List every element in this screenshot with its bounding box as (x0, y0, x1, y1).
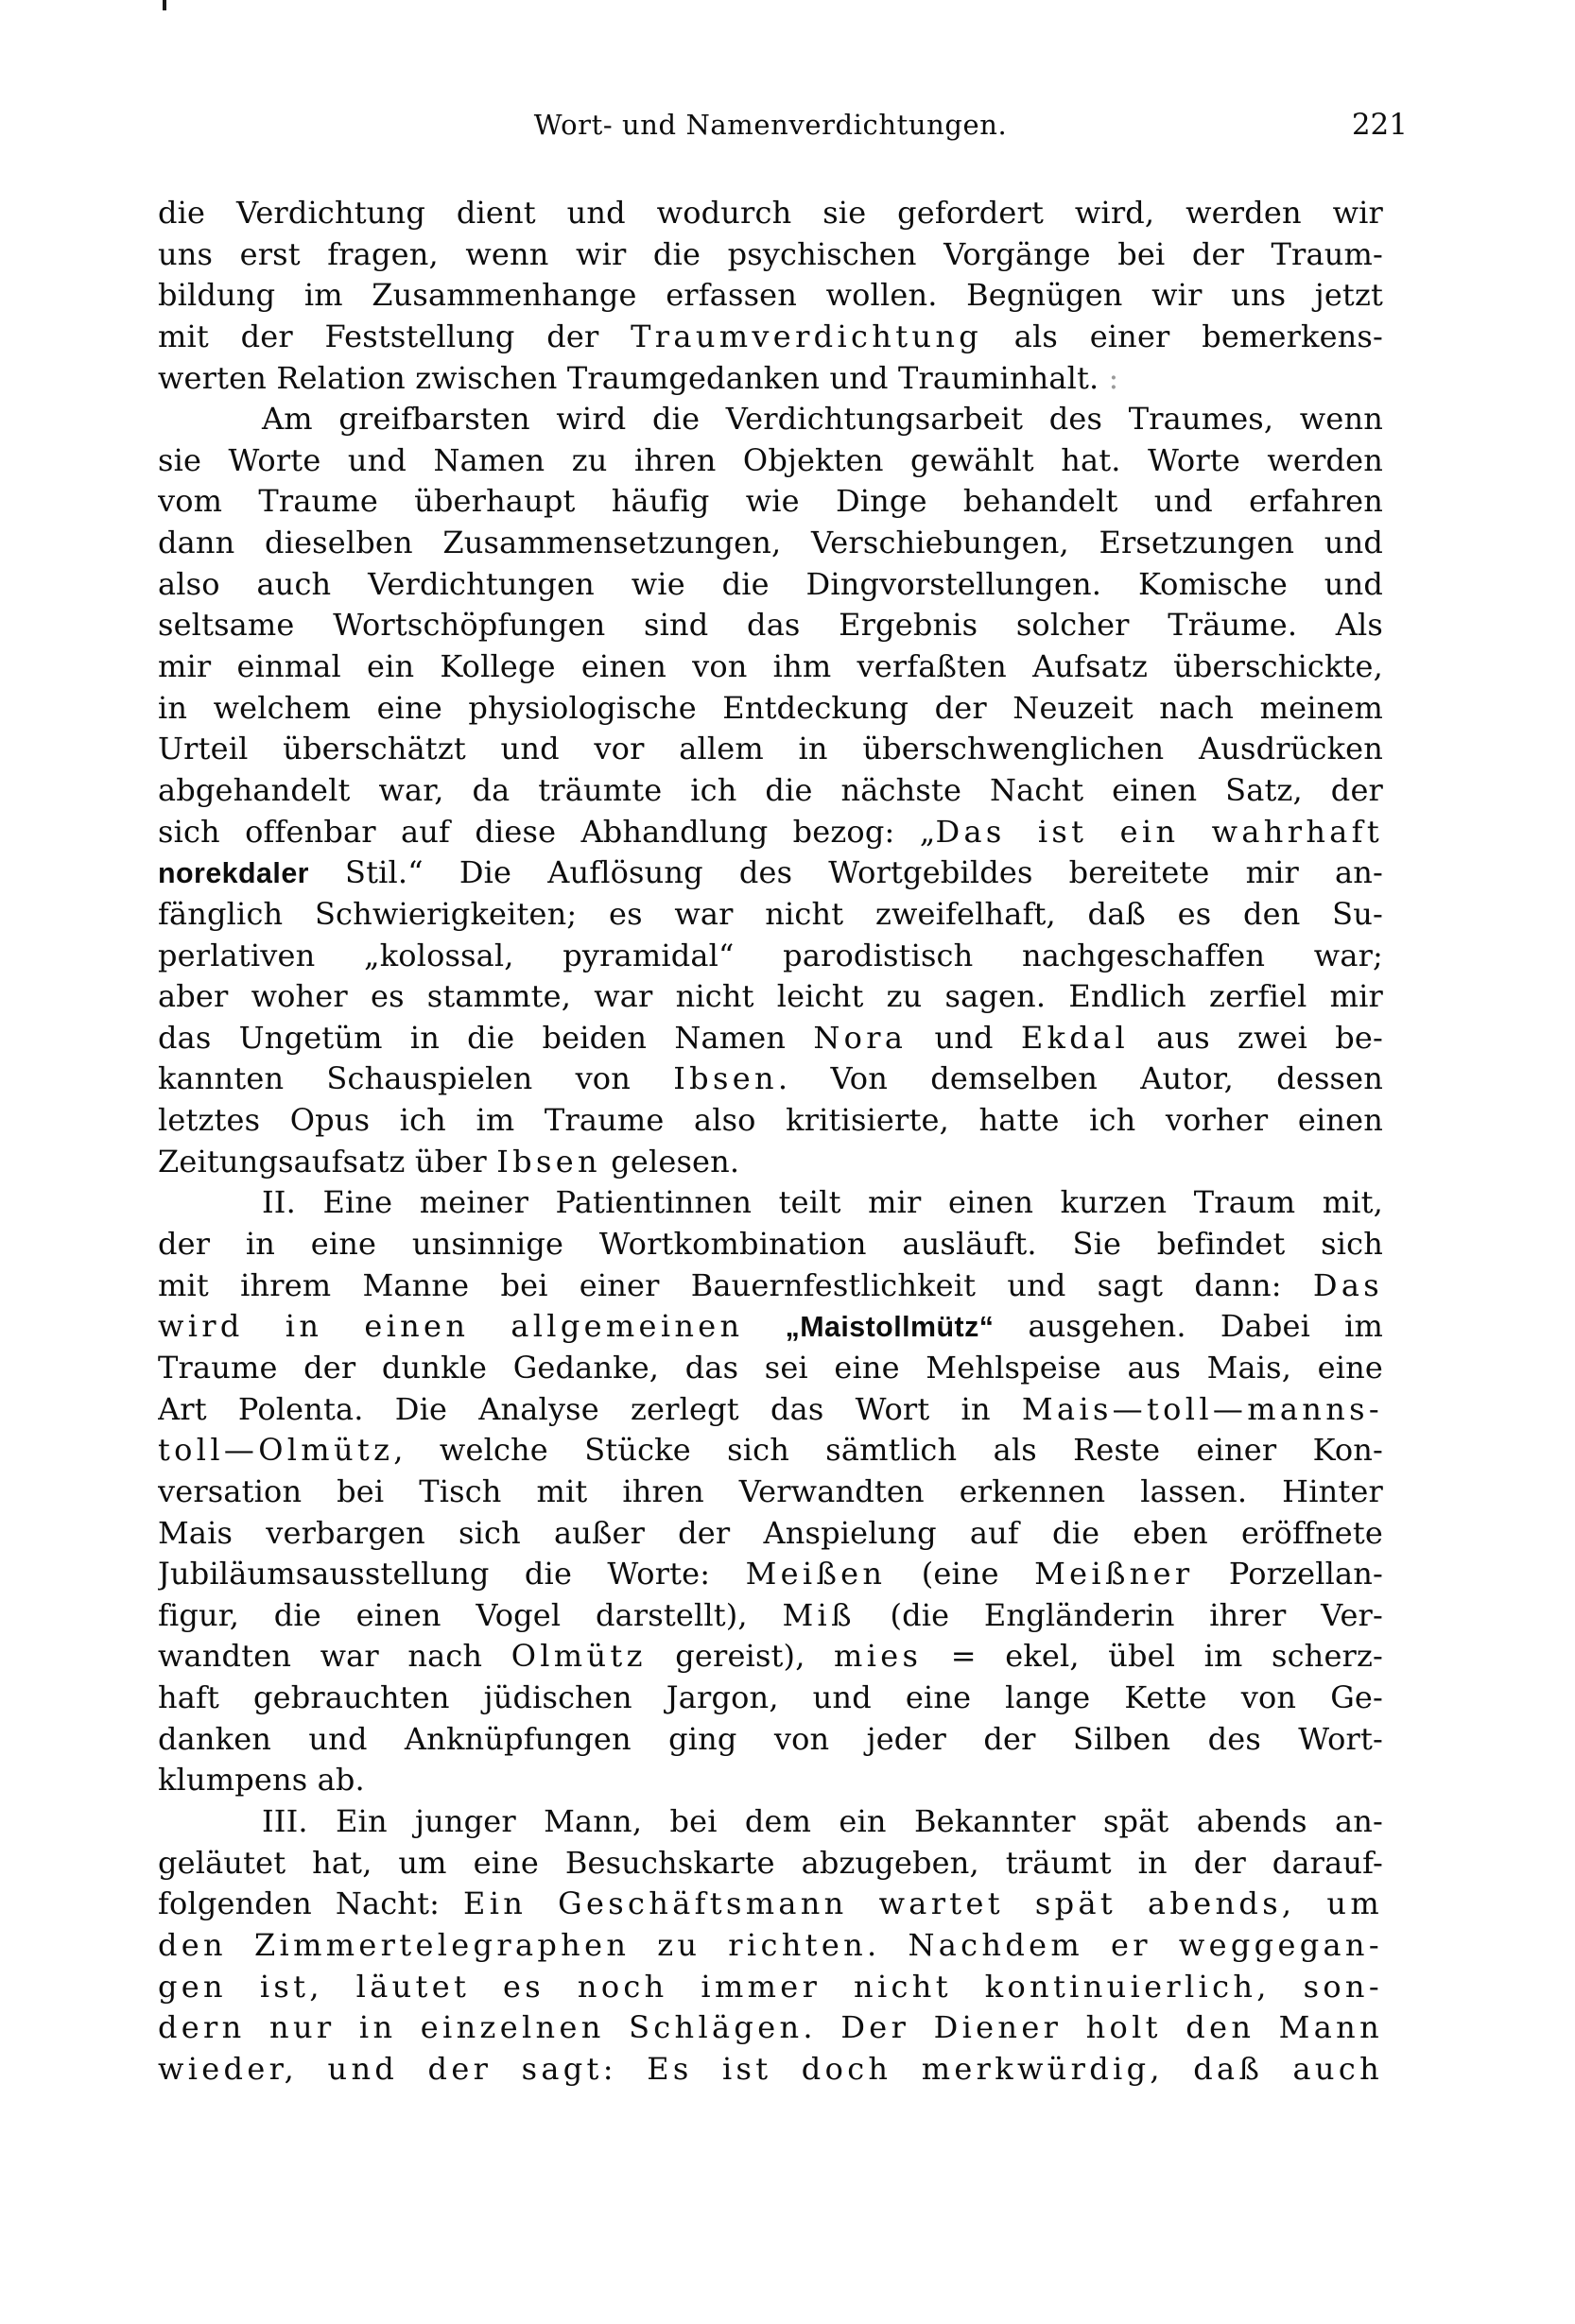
text-line (158, 1100, 1383, 1142)
text-line (158, 1595, 1383, 1637)
text-line (158, 894, 1383, 936)
text-run: figur, die einen Vogel darstellt), (158, 1596, 783, 1633)
text-run: fänglich Schwierigkeiten; es war nicht zweifelhaft, daß es den Su- (158, 895, 1383, 932)
text-run: uns erst fragen, wenn wir die psychischen Vorgänge bei der Traum- (158, 235, 1383, 272)
text-run: geläutet hat, um eine Besuchskarte abzugeben, träumt in der darauf- (158, 1844, 1383, 1881)
letterspaced-run: Traumverdichtung (631, 318, 983, 354)
text-run: Urteil überschätzt und vor allem in überschwenglichen Ausdrücken (158, 731, 1383, 767)
text-run: kannten Schauspielen von (158, 1060, 674, 1097)
letterspaced-run: Es ist doch merkwürdig, daß auch (647, 2050, 1383, 2087)
text-line (158, 1843, 1383, 1885)
text-run: . Von demselben Autor, dessen (777, 1060, 1383, 1097)
text-line (158, 976, 1383, 1018)
letterspaced-run: Olmütz (511, 1638, 647, 1675)
text-line (158, 2007, 1383, 2049)
text-line (158, 1430, 1383, 1472)
text-line (158, 1719, 1383, 1761)
running-header (158, 106, 1408, 144)
text-line (158, 1348, 1383, 1389)
text-line (158, 812, 1383, 853)
text-line (158, 1513, 1383, 1555)
page-number: 221 (1351, 108, 1408, 142)
text-run: dann dieselben Zusammensetzungen, Verschiebungen, Ersetzungen und (158, 525, 1383, 561)
text-run: letztes Opus ich im Traume also kritisierte, hatte ich vorher einen (158, 1102, 1383, 1139)
text-line (158, 688, 1383, 730)
bold-run: „Maistollmütz“ (785, 1311, 995, 1344)
text-run: und (907, 1019, 1021, 1056)
text-line (158, 1224, 1383, 1265)
text-run: seltsame Wortschöpfungen sind das Ergebnis solcher Träume. Als (158, 607, 1383, 644)
text-run: perlativen „kolossal, pyramidal“ parodistisch nachgeschaffen war; (158, 937, 1383, 973)
text-run: gelesen. (600, 1143, 740, 1179)
text-run: Stil.“ Die Auflösung des Wortgebildes bereitete mir an- (308, 854, 1383, 891)
text-line (158, 1925, 1383, 1967)
text-run: sich offenbar auf diese Abhandlung bezog: „ (158, 813, 936, 850)
text-run: wandten war nach (158, 1638, 511, 1675)
text-line (158, 729, 1383, 770)
bold-run: norekdaler (158, 857, 309, 890)
text-line (158, 440, 1383, 482)
letterspaced-run: Ein Geschäftsmann wartet spät abends, um (463, 1885, 1383, 1922)
letterspaced-run: Der Diener holt den Mann (816, 2009, 1383, 2046)
text-line (158, 1967, 1383, 2008)
text-run: sie Worte und Namen zu ihren Objekten gewählt hat. Worte werden (158, 441, 1383, 478)
text-line (158, 852, 1383, 894)
text-line (158, 1636, 1383, 1678)
letterspaced-run: dern nur in einzelnen Schlägen. (158, 2009, 817, 2046)
text-run: mit der Feststellung der (158, 318, 632, 354)
text-run: Jubiläumsausstellung die Worte: (158, 1556, 746, 1592)
letterspaced-run: Nora (813, 1019, 908, 1056)
letterspaced-run: Das ist ein wahrhaft (935, 813, 1383, 850)
text-line (158, 275, 1383, 317)
text-run: Porzellan- (1193, 1556, 1383, 1592)
letterspaced-run: Das (1312, 1266, 1383, 1303)
text-line (158, 1306, 1383, 1348)
text-run: aber woher es stammte, war nicht leicht zu sagen. Endlich zerfiel mir (158, 978, 1383, 1015)
text-run: , welche Stücke sich sämtlich als Reste einer Kon- (393, 1432, 1383, 1469)
text-run: als einer bemerkens- (982, 318, 1383, 354)
text-run: danken und Anknüpfungen ging von jeder der Silben des Wort- (158, 1720, 1383, 1757)
text-run: Art Polenta. Die Analyse zerlegt das Wort in (158, 1390, 1022, 1427)
text-line (158, 358, 1383, 400)
text-run: (die Engländerin ihrer Ver- (855, 1596, 1383, 1633)
text-line (158, 1884, 1383, 1925)
text-run: Am greifbarsten wird die Verdichtungsarbeit des Traumes, wenn (262, 401, 1383, 438)
text-run: mir einmal ein Kollege einen von ihm verfaßten Aufsatz überschickte, (158, 648, 1383, 685)
text-run: versation bei Tisch mit ihren Verwandten erkennen lassen. Hinter (158, 1472, 1383, 1509)
text-line (158, 1472, 1383, 1513)
text-run: folgenden Nacht: (158, 1885, 464, 1922)
text-run: das Ungetüm in die beiden Namen (158, 1019, 814, 1056)
text-line (158, 1265, 1383, 1307)
text-run: werten Relation zwischen Traumgedanken und Trauminhalt. (158, 359, 1099, 396)
text-line (158, 2049, 1383, 2091)
text-line (158, 193, 1383, 234)
text-line (158, 234, 1383, 276)
text-line (158, 481, 1383, 523)
text-run: die Verdichtung dient und wodurch sie gefordert wird, werden wir (158, 195, 1383, 231)
letterspaced-run: den Zimmertelegraphen zu richten. Nachdem er weggegan- (158, 1926, 1383, 1963)
text-line (158, 317, 1383, 358)
letterspaced-run: Mais—toll—manns- (1021, 1390, 1383, 1427)
running-title: Wort- und Namenverdichtungen. (533, 109, 1008, 141)
text-run: ausgehen. Dabei im (994, 1308, 1383, 1345)
letterspaced-run: Ekdal (1020, 1019, 1130, 1056)
text-line (158, 1389, 1383, 1431)
text-line (158, 1182, 1383, 1224)
scan-speck (163, 0, 166, 10)
text-run: mit ihrem Manne bei einer Bauernfestlichkeit und sagt dann: (158, 1266, 1313, 1303)
text-run: haft gebrauchten jüdischen Jargon, und eine lange Kette von Ge- (158, 1679, 1383, 1716)
letterspaced-run: Ibsen (496, 1143, 601, 1179)
text-line (158, 399, 1383, 440)
text-run: in welchem eine physiologische Entdeckung der Neuzeit nach meinem (158, 689, 1383, 726)
text-run: = ekel, übel im scherz- (922, 1638, 1383, 1675)
letterspaced-run: gen ist, läutet es noch immer nicht kontinuierlich, son- (158, 1968, 1383, 2005)
text-line (158, 936, 1383, 977)
letterspaced-run: wird in einen allgemeinen (158, 1308, 786, 1345)
text-run: Mais verbargen sich außer der Anspielung auf die eben eröffnete (158, 1514, 1383, 1551)
text-line (158, 770, 1383, 812)
text-run: II. Eine meiner Patientinnen teilt mir einen kurzen Traum mit, (262, 1184, 1383, 1221)
text-run: bildung im Zusammenhange erfassen wollen. Begnügen wir uns jetzt (158, 277, 1383, 314)
text-line (158, 564, 1383, 606)
text-run: gereist), (646, 1638, 835, 1675)
text-block (158, 193, 1383, 2090)
text-line (158, 1760, 1383, 1801)
text-line (158, 1554, 1383, 1595)
text-line (158, 1678, 1383, 1719)
text-line (158, 1142, 1383, 1183)
text-run: abgehandelt war, da träumte ich die nächste Nacht einen Satz, der (158, 771, 1383, 808)
text-run: klumpens ab. (158, 1762, 365, 1799)
letterspaced-run: Meißner (1034, 1556, 1194, 1592)
letterspaced-run: wieder, und der sagt: (158, 2050, 648, 2087)
text-run: der in eine unsinnige Wortkombination ausläuft. Sie befindet sich (158, 1226, 1383, 1263)
text-run: Traume der dunkle Gedanke, das sei eine Mehlspeise aus Mais, eine (158, 1349, 1383, 1386)
text-run: also auch Verdichtungen wie die Dingvorstellungen. Komische und (158, 565, 1383, 602)
text-run: vom Traume überhaupt häufig wie Dinge behandelt und erfahren (158, 483, 1383, 520)
text-run: : (1099, 359, 1119, 396)
text-line (158, 1801, 1383, 1843)
letterspaced-run: Ibsen (673, 1060, 778, 1097)
letterspaced-run: toll—Olmütz (158, 1432, 394, 1469)
text-line (158, 605, 1383, 646)
text-line (158, 1018, 1383, 1059)
text-line (158, 1059, 1383, 1100)
letterspaced-run: Meißen (745, 1556, 887, 1592)
text-line (158, 523, 1383, 564)
text-run: Zeitungsaufsatz über (158, 1143, 497, 1179)
text-run: aus zwei be- (1129, 1019, 1383, 1056)
letterspaced-run: Miß (782, 1596, 856, 1633)
letterspaced-run: mies (834, 1638, 923, 1675)
text-run: (eine (886, 1556, 1035, 1592)
text-line (158, 646, 1383, 688)
text-run: III. Ein junger Mann, bei dem ein Bekannter spät abends an- (262, 1802, 1383, 1839)
